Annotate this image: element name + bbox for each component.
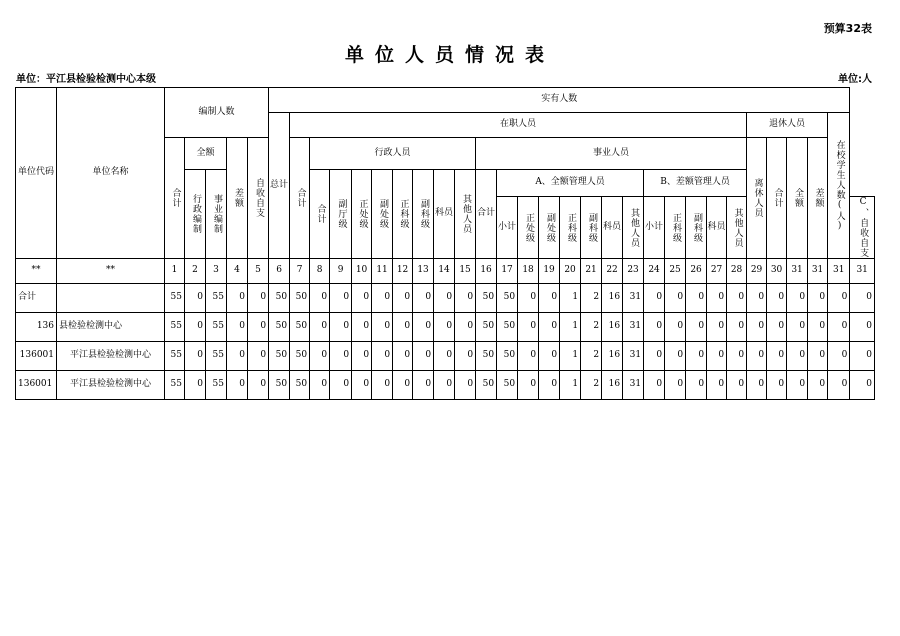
header-a-fuchu: 副处级 xyxy=(539,197,560,259)
index-number: 7 xyxy=(290,259,310,284)
cell-value: 0 xyxy=(393,342,413,371)
index-number: 11 xyxy=(372,259,393,284)
header-b-keyuan: 科员 xyxy=(707,197,727,259)
cell-value: 55 xyxy=(165,313,185,342)
cell-value: 0 xyxy=(330,371,352,400)
cell-value: 0 xyxy=(828,342,850,371)
cell-value: 0 xyxy=(767,342,787,371)
index-number: 19 xyxy=(539,259,560,284)
index-number: 12 xyxy=(393,259,413,284)
header-shiye: 事业人员 xyxy=(476,138,747,170)
cell-value: 16 xyxy=(602,313,623,342)
cell-value: 0 xyxy=(644,371,665,400)
index-number: 5 xyxy=(248,259,269,284)
cell-unit-name: 平江县检验检测中心 xyxy=(57,342,165,371)
cell-value: 0 xyxy=(518,313,539,342)
table-row xyxy=(16,284,875,313)
cell-value: 0 xyxy=(248,342,269,371)
cell-value: 55 xyxy=(206,313,227,342)
cell-value: 0 xyxy=(455,371,476,400)
header-unit-code: 单位代码 xyxy=(16,88,57,259)
cell-value: 0 xyxy=(434,313,455,342)
cell-value: 50 xyxy=(290,342,310,371)
cell-value: 55 xyxy=(165,342,185,371)
cell-value: 0 xyxy=(747,313,767,342)
cell-value: 0 xyxy=(850,313,875,342)
cell-value: 0 xyxy=(808,342,828,371)
index-number: 21 xyxy=(581,259,602,284)
cell-value: 0 xyxy=(707,313,727,342)
cell-value: 50 xyxy=(497,342,518,371)
index-number: 13 xyxy=(413,259,434,284)
cell-value: 0 xyxy=(393,313,413,342)
cell-value: 50 xyxy=(269,313,290,342)
header-a-keyuan: 科员 xyxy=(602,197,623,259)
cell-unit-code: 136001 xyxy=(16,342,57,371)
cell-value: 0 xyxy=(828,284,850,313)
index-number: 29 xyxy=(747,259,767,284)
header-zhengke: 正科级 xyxy=(393,170,413,259)
cell-value: 0 xyxy=(352,313,372,342)
cell-value: 0 xyxy=(413,371,434,400)
header-zongji: 总计 xyxy=(269,113,290,259)
cell-value: 0 xyxy=(665,342,686,371)
cell-value: 0 xyxy=(787,313,808,342)
cell-value: 0 xyxy=(248,371,269,400)
cell-value: 0 xyxy=(686,284,707,313)
index-number: 31 xyxy=(787,259,808,284)
cell-value: 0 xyxy=(727,342,747,371)
index-number: 27 xyxy=(707,259,727,284)
header-b-zhengke: 正科级 xyxy=(665,197,686,259)
index-number: 17 xyxy=(497,259,518,284)
cell-value: 31 xyxy=(623,371,644,400)
cell-value: 0 xyxy=(707,342,727,371)
cell-value: 0 xyxy=(767,371,787,400)
index-number: 30 xyxy=(767,259,787,284)
cell-value: 0 xyxy=(787,371,808,400)
cell-value: 0 xyxy=(707,284,727,313)
cell-value: 0 xyxy=(665,284,686,313)
header-zishou: 自收自支 xyxy=(248,138,269,259)
cell-value: 0 xyxy=(310,342,330,371)
header-a-quan-e: A、全额管理人员 xyxy=(497,170,644,197)
cell-value: 0 xyxy=(808,371,828,400)
index-name: ** xyxy=(57,259,165,284)
cell-value: 0 xyxy=(850,342,875,371)
cell-value: 0 xyxy=(185,313,206,342)
form-number: 预算32表 xyxy=(823,22,872,35)
cell-value: 0 xyxy=(372,342,393,371)
cell-value: 50 xyxy=(269,284,290,313)
index-row xyxy=(16,259,875,284)
cell-value: 0 xyxy=(372,313,393,342)
cell-value: 0 xyxy=(227,284,248,313)
index-number: 28 xyxy=(727,259,747,284)
index-code: ** xyxy=(16,259,57,284)
cell-value: 0 xyxy=(808,313,828,342)
cell-value: 1 xyxy=(560,313,581,342)
cell-value: 0 xyxy=(352,284,372,313)
header-shiyou: 实有人数 xyxy=(269,88,850,113)
cell-value: 0 xyxy=(413,284,434,313)
header-xingzheng: 行政人员 xyxy=(310,138,476,170)
page-title: 单位人员情况表 xyxy=(344,44,555,66)
cell-value: 0 xyxy=(727,371,747,400)
index-number: 6 xyxy=(269,259,290,284)
cell-value: 0 xyxy=(185,342,206,371)
cell-value: 0 xyxy=(727,284,747,313)
cell-value: 0 xyxy=(330,284,352,313)
cell-value: 50 xyxy=(290,313,310,342)
index-number: 23 xyxy=(623,259,644,284)
unit-measure: 单位:人 xyxy=(838,74,872,85)
cell-value: 0 xyxy=(185,284,206,313)
cell-value: 0 xyxy=(330,313,352,342)
header-a-xiaoji: 小计 xyxy=(497,197,518,259)
cell-value: 0 xyxy=(352,342,372,371)
cell-value: 0 xyxy=(248,313,269,342)
index-number: 24 xyxy=(644,259,665,284)
header-quan-e: 全额 xyxy=(185,138,227,170)
index-number: 1 xyxy=(165,259,185,284)
header-qita: 其他人员 xyxy=(455,170,476,259)
cell-unit-name: 县检验检测中心 xyxy=(57,313,165,342)
cell-value: 0 xyxy=(393,284,413,313)
cell-value: 0 xyxy=(455,313,476,342)
index-number: 31 xyxy=(808,259,828,284)
cell-value: 2 xyxy=(581,371,602,400)
header-tuixiu: 退休人员 xyxy=(747,113,828,138)
cell-value: 2 xyxy=(581,284,602,313)
cell-value: 2 xyxy=(581,313,602,342)
cell-value: 0 xyxy=(747,342,767,371)
header-xingzheng-bianzhi: 行政编制 xyxy=(185,170,206,259)
cell-value: 0 xyxy=(665,371,686,400)
cell-value: 50 xyxy=(497,313,518,342)
header-fuke: 副科级 xyxy=(413,170,434,259)
cell-value: 0 xyxy=(248,284,269,313)
header-xz-heji: 合计 xyxy=(310,170,330,259)
cell-value: 0 xyxy=(413,313,434,342)
header-shiye-bianzhi: 事业编制 xyxy=(206,170,227,259)
cell-value: 0 xyxy=(539,371,560,400)
cell-value: 55 xyxy=(206,284,227,313)
cell-value: 0 xyxy=(539,342,560,371)
cell-value: 0 xyxy=(686,342,707,371)
cell-value: 2 xyxy=(581,342,602,371)
cell-value: 50 xyxy=(497,284,518,313)
cell-value: 0 xyxy=(455,342,476,371)
cell-value: 0 xyxy=(413,342,434,371)
header-zaizhi-heji: 合计 xyxy=(290,138,310,259)
cell-value: 0 xyxy=(518,371,539,400)
header-bianzhi-heji: 合计 xyxy=(165,138,185,259)
cell-value: 0 xyxy=(686,371,707,400)
cell-value: 0 xyxy=(644,284,665,313)
cell-value: 0 xyxy=(518,342,539,371)
cell-value: 16 xyxy=(602,284,623,313)
cell-value: 0 xyxy=(310,284,330,313)
personnel-table xyxy=(15,87,875,400)
index-number: 10 xyxy=(352,259,372,284)
cell-value: 0 xyxy=(707,371,727,400)
cell-value: 0 xyxy=(644,342,665,371)
cell-value: 0 xyxy=(850,284,875,313)
cell-value: 0 xyxy=(747,371,767,400)
cell-value: 0 xyxy=(644,313,665,342)
cell-value: 0 xyxy=(686,313,707,342)
header-a-qita: 其他人员 xyxy=(623,197,644,259)
table-row xyxy=(16,342,875,371)
cell-value: 0 xyxy=(330,342,352,371)
header-zaixiao: 在校学生人数(人) xyxy=(828,113,850,259)
header-zaizhi: 在职人员 xyxy=(290,113,747,138)
cell-value: 55 xyxy=(206,342,227,371)
cell-value: 0 xyxy=(372,284,393,313)
cell-value: 0 xyxy=(185,371,206,400)
cell-value: 0 xyxy=(227,371,248,400)
cell-value: 0 xyxy=(767,313,787,342)
index-number: 31 xyxy=(850,259,875,284)
header-a-fuke: 副科级 xyxy=(581,197,602,259)
header-c-zishou: C、自收自支 xyxy=(850,197,875,259)
cell-value: 0 xyxy=(434,371,455,400)
cell-value: 31 xyxy=(623,313,644,342)
cell-value: 0 xyxy=(767,284,787,313)
cell-value: 50 xyxy=(476,284,497,313)
cell-value: 50 xyxy=(476,371,497,400)
index-number: 25 xyxy=(665,259,686,284)
unit-label: 单位：平江县检验检测中心本级 xyxy=(16,74,156,85)
index-number: 14 xyxy=(434,259,455,284)
index-number: 20 xyxy=(560,259,581,284)
header-futing: 副厅级 xyxy=(330,170,352,259)
cell-value: 31 xyxy=(623,342,644,371)
index-number: 2 xyxy=(185,259,206,284)
cell-value: 55 xyxy=(206,371,227,400)
cell-value: 50 xyxy=(497,371,518,400)
cell-value: 0 xyxy=(227,313,248,342)
header-tuixiu-quan-e: 全额 xyxy=(787,138,808,259)
cell-value: 0 xyxy=(727,313,747,342)
cell-value: 1 xyxy=(560,284,581,313)
cell-value: 50 xyxy=(269,371,290,400)
cell-unit-name xyxy=(57,284,165,313)
cell-value: 50 xyxy=(476,342,497,371)
cell-value: 16 xyxy=(602,342,623,371)
header-b-xiaoji: 小计 xyxy=(644,197,665,259)
cell-value: 50 xyxy=(269,342,290,371)
header-keyuan: 科员 xyxy=(434,170,455,259)
cell-value: 50 xyxy=(290,371,310,400)
index-number: 16 xyxy=(476,259,497,284)
header-a-zhengke: 正科级 xyxy=(560,197,581,259)
cell-value: 0 xyxy=(539,313,560,342)
cell-value: 0 xyxy=(227,342,248,371)
index-number: 4 xyxy=(227,259,248,284)
cell-value: 55 xyxy=(165,371,185,400)
cell-unit-code: 136001 xyxy=(16,371,57,400)
header-b-fuke: 副科级 xyxy=(686,197,707,259)
header-b-cha-e: B、差额管理人员 xyxy=(644,170,747,197)
header-zhengchu: 正处级 xyxy=(352,170,372,259)
index-number: 26 xyxy=(686,259,707,284)
cell-value: 0 xyxy=(455,284,476,313)
cell-value: 0 xyxy=(787,284,808,313)
cell-value: 0 xyxy=(808,284,828,313)
cell-value: 50 xyxy=(476,313,497,342)
cell-value: 31 xyxy=(623,284,644,313)
cell-value: 0 xyxy=(310,371,330,400)
header-a-zhengchu: 正处级 xyxy=(518,197,539,259)
index-number: 18 xyxy=(518,259,539,284)
cell-value: 55 xyxy=(165,284,185,313)
table-row xyxy=(16,313,875,342)
index-number: 3 xyxy=(206,259,227,284)
cell-value: 0 xyxy=(518,284,539,313)
cell-value: 0 xyxy=(787,342,808,371)
header-cha-e: 差额 xyxy=(227,138,248,259)
index-number: 31 xyxy=(828,259,850,284)
cell-value: 0 xyxy=(434,342,455,371)
cell-value: 0 xyxy=(310,313,330,342)
header-bianzhi: 编制人数 xyxy=(165,88,269,138)
header-tuixiu-cha-e: 差额 xyxy=(808,138,828,259)
index-number: 22 xyxy=(602,259,623,284)
cell-value: 0 xyxy=(850,371,875,400)
cell-value: 0 xyxy=(665,313,686,342)
cell-value: 1 xyxy=(560,342,581,371)
header-b-qita: 其他人员 xyxy=(727,197,747,259)
cell-unit-code: 136 xyxy=(16,313,57,342)
header-tuixiu-heji: 合计 xyxy=(767,138,787,259)
header-unit-name: 单位名称 xyxy=(57,88,165,259)
cell-value: 0 xyxy=(539,284,560,313)
table-row xyxy=(16,371,875,400)
cell-value: 1 xyxy=(560,371,581,400)
header-fuchu: 副处级 xyxy=(372,170,393,259)
index-number: 9 xyxy=(330,259,352,284)
index-number: 15 xyxy=(455,259,476,284)
cell-value: 16 xyxy=(602,371,623,400)
header-lixiu: 离休人员 xyxy=(747,138,767,259)
cell-value: 0 xyxy=(372,371,393,400)
index-number: 8 xyxy=(310,259,330,284)
cell-value: 0 xyxy=(828,371,850,400)
cell-value: 0 xyxy=(393,371,413,400)
cell-value: 0 xyxy=(434,284,455,313)
cell-value: 0 xyxy=(352,371,372,400)
cell-unit-code: 合计 xyxy=(16,284,57,313)
cell-value: 0 xyxy=(828,313,850,342)
cell-value: 50 xyxy=(290,284,310,313)
header-shiye-heji: 合计 xyxy=(476,170,497,259)
cell-unit-name: 平江县检验检测中心 xyxy=(57,371,165,400)
cell-value: 0 xyxy=(747,284,767,313)
